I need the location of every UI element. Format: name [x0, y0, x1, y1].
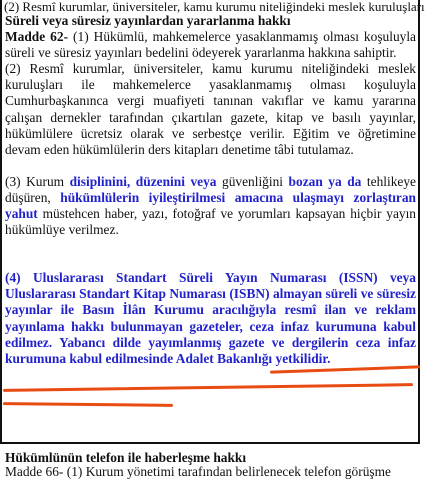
amended-text-1: disiplinini, düzenini veya: [69, 173, 217, 189]
cut-off-top-line: (2) Resmî kurumlar, üniversiteler, kamu kurumu niteliğindeki meslek kuruluşları: [4, 0, 425, 14]
amended-text-2: bozan ya da: [288, 173, 362, 189]
paragraph-3: [5, 174, 416, 238]
paragraph-3-part-e: tehlikeye düşüren,: [5, 173, 416, 205]
amended-text-3: hükümlülerin iyileştirilmesi amacına ulaşmayı zorlaştıran yahut: [5, 189, 416, 222]
spacer: [5, 254, 416, 270]
article-label: Madde 62-: [5, 29, 69, 45]
cut-off-bottom-line: Madde 66- (1) Kurum yönetimi tarafından belirlenecek telefon görüşme: [5, 464, 391, 479]
paragraph-2: (2) Resmî kurumlar, üniversiteler, kamu kurumu niteliğindeki meslek kuruluşları ile mahkemelerce yasaklanmamış olması koşuluyla Cumhurbaşkanınca vergi muafiyeti tanınan vakıflar ve kamu yararına çalışan dernekler tarafından çıkartılan gazete, kitap ve basılı yayınlar, hükümlülere ücretsiz olarak ve serbestçe verilir. Eğitim ve öğretimine devam eden hükümlülerin ders kitapları denetime tâbi tutulamaz.: [5, 61, 416, 157]
spacer: [5, 158, 416, 174]
section-title: Süreli veya süresiz yayınlardan yararlanma hakkı: [5, 13, 291, 28]
paragraph-3-part-c: güvenliğini: [216, 173, 289, 189]
paragraph-3-part-g: müstehcen haber, yazı, fotoğraf ve yorumları kapsayan hiçbir yayın hükümlüye verilmez.: [5, 206, 416, 238]
paragraph-3-part-a: (3) Kurum: [5, 173, 70, 189]
paragraph-1-text: (1) Hükümlü, mahkemelerce yasaklanmamış olması koşuluyla süreli ve süresiz yayınları bedelini ödeyerek yararlanma hakkına sahiptir.: [5, 29, 416, 61]
next-section-title: Hükümlünün telefon ile haberleşme hakkı: [5, 450, 247, 465]
spacer: [5, 238, 416, 254]
paragraph-4: (4) Uluslararası Standart Süreli Yayın Numarası (ISSN) veya Uluslararası Standart Kitap Numarası (ISBN) almayan süreli ve süresiz yayınlar ile Basın İlân Kurumu aracılığıyla resmî ilan ve reklam yayınlama hakkı bulunmayan gazeteler, ceza infaz kurumuna kabul edilmez. Yabancı dilde yayımlanmış gazete ve dergilerin ceza infaz kurumuna kabul edilmesinde Adalet Bakanlığı yetkilidir.: [5, 270, 416, 366]
paragraph-1: [5, 29, 416, 61]
section-content: [5, 13, 416, 367]
